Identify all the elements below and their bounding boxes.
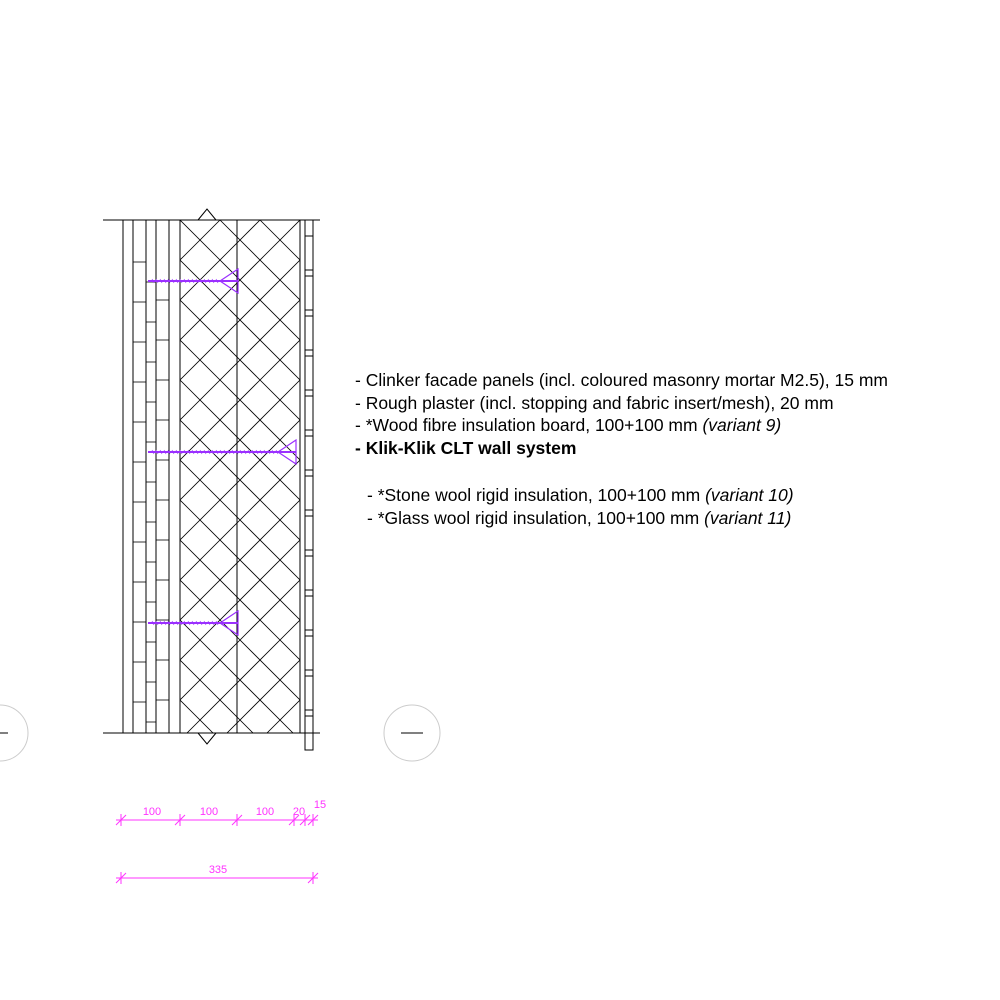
dim-label-3: 100 bbox=[255, 806, 275, 818]
dim-label-4: 20 bbox=[292, 806, 306, 818]
break-mark-top bbox=[198, 209, 216, 220]
legend-glass-wool-text: - *Glass wool rigid insulation, 100+100 mm bbox=[367, 507, 700, 528]
anchor-2 bbox=[148, 440, 296, 464]
insulation-layers bbox=[180, 0, 300, 1000]
dim-label-2: 100 bbox=[199, 806, 219, 818]
legend-line-plaster: - Rough plaster (incl. stopping and fabric insert/mesh), 20 mm bbox=[355, 392, 834, 413]
dimension-total bbox=[116, 864, 318, 884]
layer-legend bbox=[355, 369, 888, 529]
break-mark-bottom bbox=[198, 733, 216, 744]
legend-glass-wool-variant: (variant 11) bbox=[704, 507, 792, 528]
legend-stone-wool-text: - *Stone wool rigid insulation, 100+100 mm bbox=[367, 485, 701, 505]
dim-label-total: 335 bbox=[208, 864, 228, 876]
dim-label-5: 15 bbox=[313, 799, 327, 811]
legend-line-glass-wool bbox=[355, 507, 888, 530]
dimension-chain bbox=[116, 799, 326, 826]
legend-line-wood-fibre bbox=[355, 414, 888, 437]
clt-board-joints bbox=[133, 262, 169, 722]
clinker-facade-panels bbox=[305, 220, 313, 750]
anchor-3 bbox=[148, 611, 238, 635]
legend-stone-wool-variant: (variant 10) bbox=[705, 485, 794, 505]
legend-line-clt: - Klik-Klik CLT wall system bbox=[355, 437, 577, 458]
legend-wood-fibre-text: - *Wood fibre insulation board, 100+100 mm bbox=[355, 415, 698, 435]
legend-line-stone-wool bbox=[355, 484, 888, 507]
dim-label-1: 100 bbox=[142, 806, 162, 818]
insulation-anchors bbox=[148, 269, 296, 635]
legend-wood-fibre-variant: (variant 9) bbox=[702, 415, 782, 435]
clt-wall-layers bbox=[123, 220, 180, 733]
legend-line-clinker: - Clinker facade panels (incl. coloured masonry mortar M2.5), 15 mm bbox=[355, 370, 888, 390]
